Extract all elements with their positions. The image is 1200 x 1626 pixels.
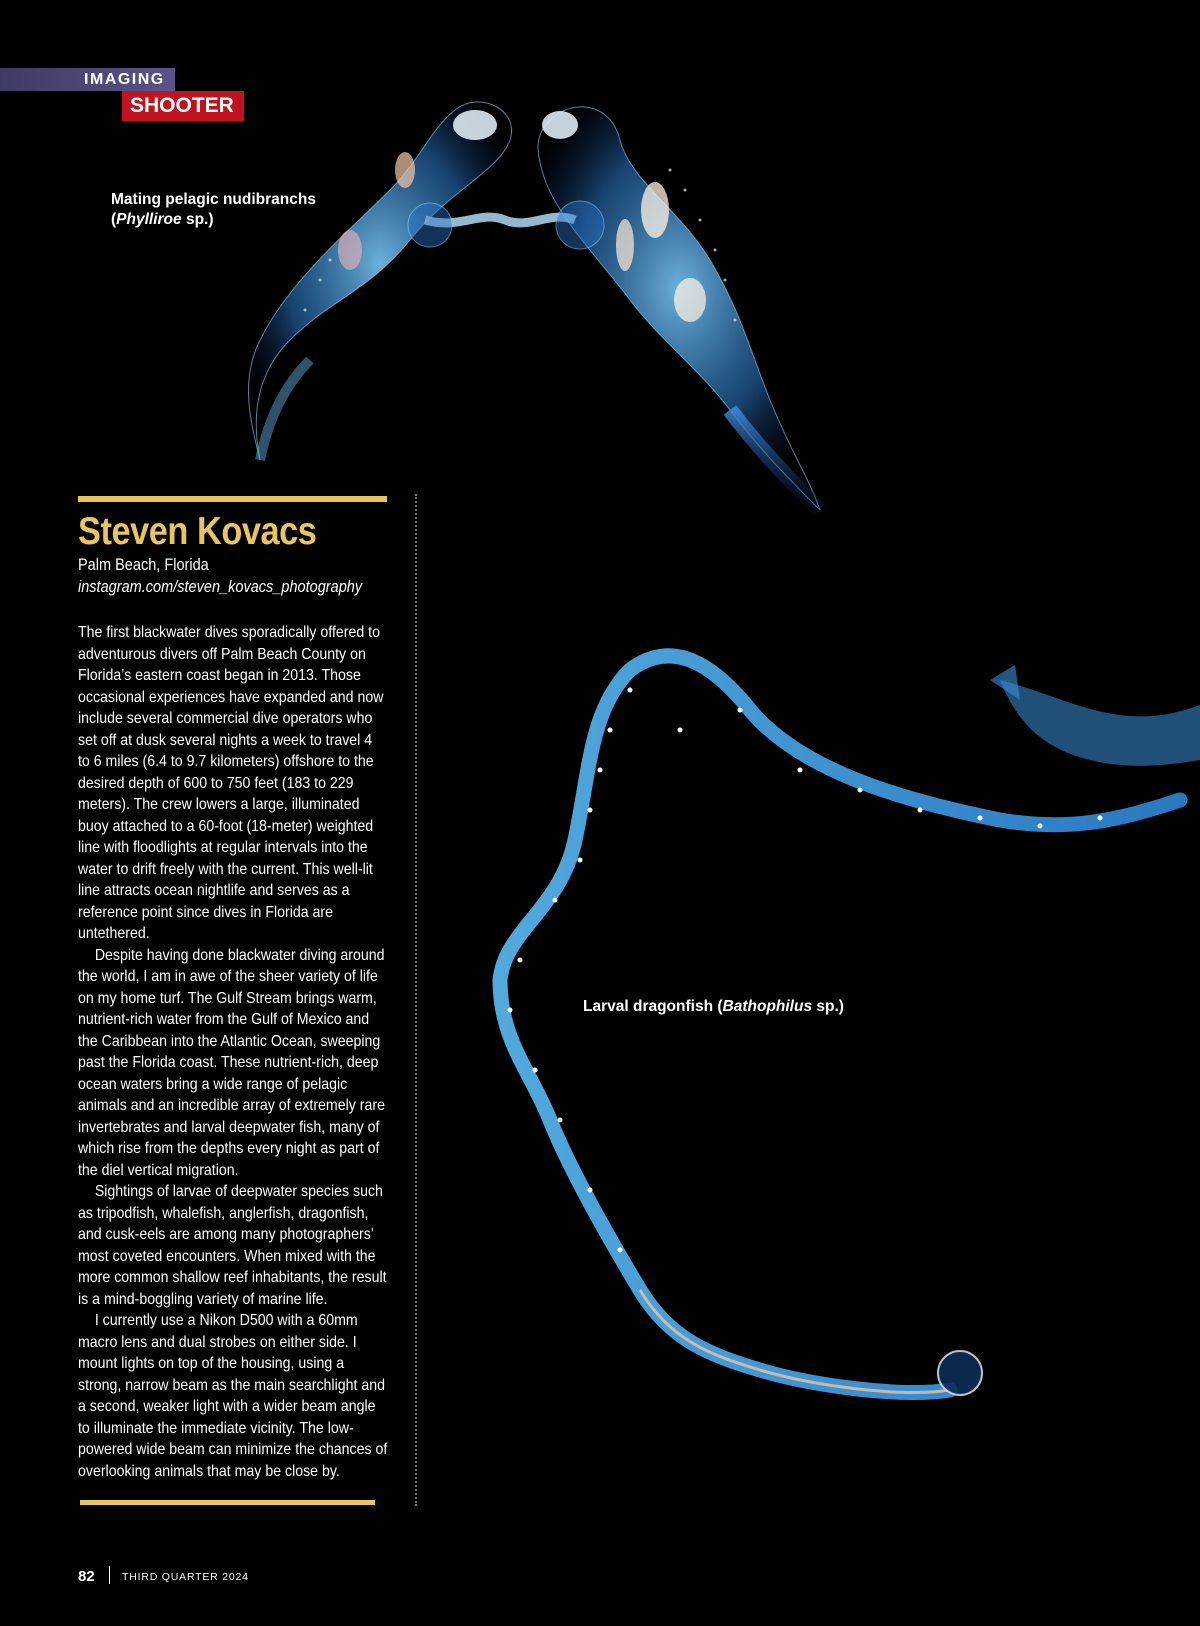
caption-species: Phylliroe	[116, 211, 182, 228]
caption-paren: (	[111, 211, 117, 228]
nudibranch-caption-line1: Mating pelagic nudibranchs	[111, 191, 316, 208]
column-divider	[415, 494, 417, 1506]
bottom-rule	[80, 1500, 375, 1505]
article-body	[78, 622, 388, 1482]
dragonfish-caption-prefix: Larval dragonfish (	[583, 998, 723, 1015]
dragonfish-caption-species: Bathophilus	[722, 998, 813, 1015]
article-paragraph: Despite having done blackwater diving around the world, I am in awe of the sheer variety of life on my home turf. The Gulf Stream brings warm, nutrient-rich water from the Gulf of Mexico and the Caribbean into the Atlantic Ocean, sweeping past the Florida coast. These nutrient-rich, deep ocean waters bring a wide range of pelagic animals and an incredible array of extremely rare invertebrates and larval deepwater fish, many of which rise from the depths every night as part of the diel vertical migration.	[78, 946, 385, 1179]
nudibranch-caption	[111, 190, 316, 230]
article-paragraph: The first blackwater dives sporadically offered to adventurous divers off Palm Beach County on Florida’s eastern coast began in 2013. Those occasional experiences have expanded and now include several commercial dive operators who set off at dusk several nights a week to travel 4 to 6 miles (6.4 to 9.7 kilometers) offshore to the desired depth of 600 to 750 feet (183 to 229 meters). The crew lowers a large, illuminated buoy attached to a 60-foot (18-meter) weighted line with floodlights at regular intervals into the water to drift freely with the current. This well-lit line attracts ocean nightlife and serves as a reference point since dives in Florida are untethered.	[78, 624, 384, 942]
dragonfish-caption-rest: sp.)	[812, 998, 844, 1015]
caption-rest: sp.)	[181, 211, 214, 228]
author-location: Palm Beach, Florida	[78, 556, 209, 574]
page-number: 82	[78, 1568, 95, 1585]
dragonfish-photo	[480, 650, 1200, 1410]
author-instagram-link[interactable]: instagram.com/steven_kovacs_photography	[78, 578, 363, 596]
article-paragraph: Sightings of larvae of deepwater species such as tripodfish, whalefish, anglerfish, dragonfish, and cusk-eels are among many photographers’ most coveted encounters. When mixed with the more common shallow reef inhabitants, the result is a mind-boggling variety of marine life.	[78, 1183, 387, 1308]
footer-separator	[109, 1566, 110, 1584]
top-rule	[78, 496, 387, 502]
article-paragraph: I currently use a Nikon D500 with a 60mm macro lens and dual strobes on either side. I mount lights on top of the housing, using a strong, narrow beam as the main searchlight and a second, weaker light with a wider beam angle to illuminate the immediate vicinity. The low-powered wide beam can minimize the chances of overlooking animals that may be close by.	[78, 1312, 388, 1480]
nudibranch-caption-line2	[111, 210, 316, 230]
section-tag-imaging: IMAGING	[0, 68, 175, 91]
author-name: Steven Kovacs	[78, 510, 317, 553]
issue-label: THIRD QUARTER 2024	[122, 1571, 249, 1583]
dragonfish-caption	[583, 997, 844, 1017]
nudibranch-photo	[230, 80, 870, 520]
column-tag-shooter: SHOOTER	[122, 91, 244, 121]
